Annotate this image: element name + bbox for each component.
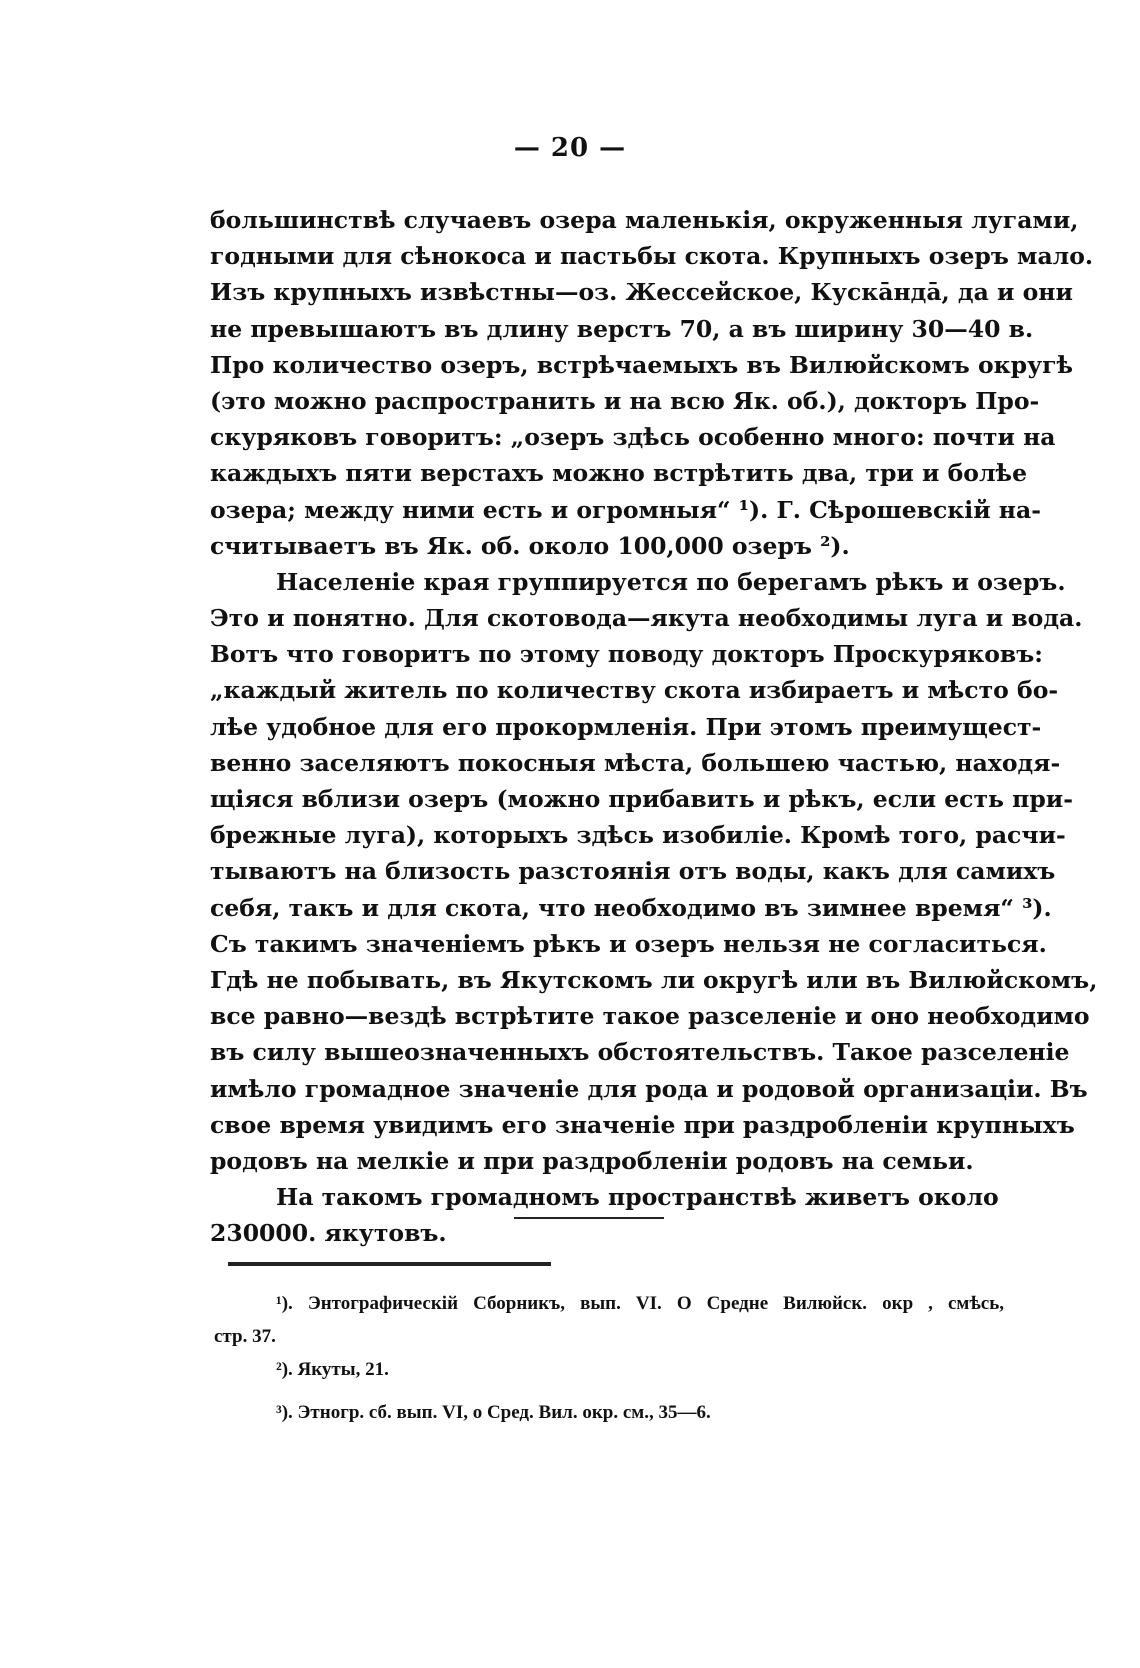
- text-line: щіяся вблизи озеръ (можно прибавить и рѣкъ, если есть при-: [210, 785, 1073, 813]
- body-text: [210, 202, 1098, 1251]
- section-divider: [514, 1217, 664, 1219]
- text-line: Вотъ что говоритъ по этому поводу докторъ Проскуряковъ:: [210, 640, 1043, 669]
- paragraph-start-line: На такомъ громадномъ пространствѣ живетъ около: [276, 1183, 999, 1212]
- footnote-1-continuation: стр. 37.: [214, 1326, 276, 1347]
- text-line: Гдѣ не побывать, въ Якутскомъ ли округѣ или въ Вилюйскомъ,: [210, 965, 1098, 994]
- text-line: имѣло громадное значеніе для рода и родовой организаціи. Въ: [210, 1074, 1088, 1103]
- text-line: 230000. якутовъ.: [210, 1219, 447, 1248]
- page-number: — 20 —: [513, 133, 627, 163]
- text-line: не превышаютъ въ длину верстъ 70, а въ ширину 30—40 в.: [210, 314, 1034, 343]
- text-line: въ силу вышеозначенныхъ обстоятельствъ. Такое разселеніе: [210, 1038, 1070, 1067]
- footnote-3: ³). Этногр. сб. вып. VI, о Сред. Вил. окр. см., 35—6.: [276, 1402, 711, 1423]
- text-line: себя, такъ и для скота, что необходимо въ зимнее время“ ³).: [210, 893, 1052, 922]
- text-line: озера; между ними есть и огромныя“ ¹). Г. Сѣрошевскій на-: [210, 495, 1041, 524]
- footnotes: [214, 1287, 1004, 1429]
- text-line: тываютъ на близость разстоянія отъ воды, какъ для самихъ: [210, 857, 1056, 886]
- paragraph-start-line: Населеніе края группируется по берегамъ рѣкъ и озеръ.: [276, 567, 1066, 596]
- text-line: считываетъ въ Як. об. около 100,000 озеръ ²).: [210, 531, 850, 560]
- text-line: годными для сѣнокоса и пастьбы скота. Крупныхъ озеръ мало.: [210, 242, 1094, 271]
- text-line: скуряковъ говоритъ: „озеръ здѣсь особенно много: почти на: [210, 423, 1056, 452]
- text-line: брежные луга), которыхъ здѣсь изобиліе. Кромѣ того, расчи-: [210, 821, 1066, 850]
- text-line: каждыхъ пяти верстахъ можно встрѣтить два, три и болѣе: [210, 459, 1028, 488]
- text-line: венно заселяютъ покосныя мѣста, большею частью, находя-: [210, 748, 1061, 777]
- footnote-divider: [228, 1262, 551, 1266]
- footnote-1: ¹). Энтографическій Сборникъ, вып. VI. О Средне Вилюйск. окр , смѣсь,: [276, 1293, 1004, 1314]
- text-line: (это можно распространить и на всю Як. об.), докторъ Про-: [210, 386, 1040, 415]
- text-line: „каждый житель по количеству скота избираетъ и мѣсто бо-: [210, 676, 1059, 705]
- text-line: Про количество озеръ, встрѣчаемыхъ въ Вилюйскомъ округѣ: [210, 350, 1074, 379]
- text-line: лѣе удобное для его прокормленія. При этомъ преимущест-: [210, 712, 1042, 741]
- text-line: Это и понятно. Для скотовода—якута необходимы луга и вода.: [210, 604, 1083, 633]
- text-line: Изъ крупныхъ извѣстны—оз. Жессейское, Кускāндā, да и они: [210, 278, 1073, 307]
- text-line: свое время увидимъ его значеніе при раздробленіи крупныхъ: [210, 1110, 1075, 1139]
- text-line: большинствѣ случаевъ озера маленькія, окруженныя лугами,: [210, 206, 1079, 234]
- text-line: все равно—вездѣ встрѣтите такое разселеніе и оно необходимо: [210, 1002, 1090, 1031]
- text-line: родовъ на мелкіе и при раздробленіи родовъ на семьи.: [210, 1146, 974, 1175]
- footnote-2: ²). Якуты, 21.: [276, 1359, 389, 1380]
- text-line: Съ такимъ значеніемъ рѣкъ и озеръ нельзя не согласиться.: [210, 929, 1047, 958]
